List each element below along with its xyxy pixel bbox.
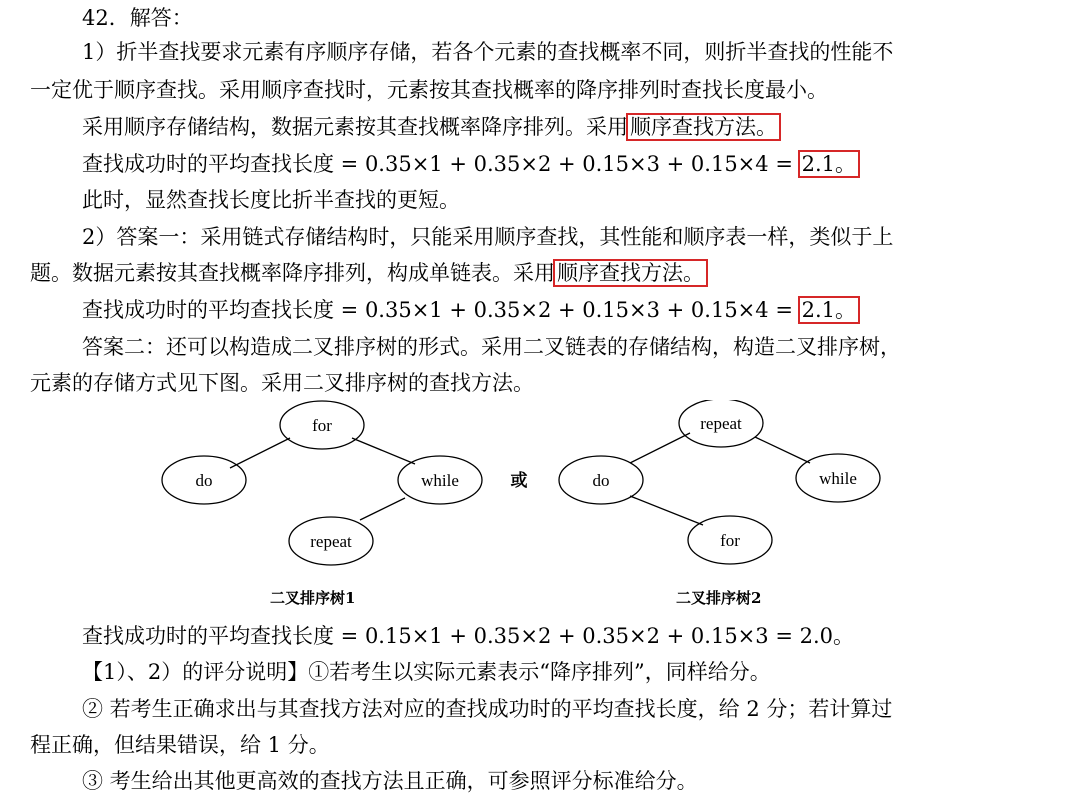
highlight-box: 顺序查找方法。 bbox=[626, 113, 781, 141]
scoring-note-2-line2: 程正确，但结果错误，给 1 分。 bbox=[30, 733, 330, 757]
node-label: for bbox=[720, 531, 740, 550]
part1-line3 bbox=[82, 113, 781, 141]
node-label: do bbox=[592, 471, 610, 490]
scoring-note-2-line1: ② 若考生正确求出与其查找方法对应的查找成功时的平均查找长度，给 2 分；若计算过 bbox=[82, 697, 893, 721]
node-label: while bbox=[421, 471, 459, 490]
part1-line5: 此时，显然查找长度比折半查找的更短。 bbox=[82, 188, 460, 212]
part2-line4: 答案二：还可以构造成二叉排序树的形式。采用二叉链表的存储结构，构造二叉排序树， bbox=[82, 335, 901, 359]
part2-line5: 元素的存储方式见下图。采用二叉排序树的查找方法。 bbox=[30, 371, 534, 395]
answer-heading: 42．解答： bbox=[82, 6, 193, 30]
part1-line2: 一定优于顺序查找。采用顺序查找时，元素按其查找概率的降序排列时查找长度最小。 bbox=[30, 78, 828, 102]
part1-line1: 1）折半查找要求元素有序顺序存储，若各个元素的查找概率不同，则折半查找的性能不 bbox=[82, 40, 894, 64]
part3-asl-line: 查找成功时的平均查找长度 = 0.15×1 + 0.35×2 + 0.35×2 + 0.15×3 = 2.0。 bbox=[82, 624, 854, 648]
part2-line1: 2）答案一：采用链式存储结构时，只能采用顺序查找，其性能和顺序表一样，类似于上 bbox=[82, 225, 894, 249]
part2-line2-text: 题。数据元素按其查找概率降序排列，构成单链表。采用 bbox=[30, 261, 555, 285]
highlight-box: 顺序查找方法。 bbox=[553, 259, 708, 287]
bst-diagrams bbox=[0, 400, 1081, 570]
asl-formula: 查找成功时的平均查找长度 = 0.35×1 + 0.35×2 + 0.15×3 + 0.15×4 = bbox=[82, 298, 800, 322]
node-label: repeat bbox=[310, 532, 352, 551]
part2-line2 bbox=[30, 259, 708, 287]
scoring-note-3: ③ 考生给出其他更高效的查找方法且正确，可参照评分标准给分。 bbox=[82, 769, 698, 793]
part1-line4 bbox=[82, 150, 860, 178]
scoring-note-1: 【1）、2）的评分说明】①若考生以实际元素表示“降序排列”，同样给分。 bbox=[82, 660, 771, 684]
node-label: repeat bbox=[700, 414, 742, 433]
or-label: 或 bbox=[510, 471, 528, 490]
part2-line3 bbox=[82, 296, 860, 324]
node-label: while bbox=[819, 469, 857, 488]
tree2-caption: 二叉排序树2 bbox=[676, 589, 762, 607]
highlight-box: 2.1。 bbox=[798, 150, 860, 178]
tree1-caption: 二叉排序树1 bbox=[270, 589, 356, 607]
highlight-box: 2.1。 bbox=[798, 296, 860, 324]
asl-formula: 查找成功时的平均查找长度 = 0.35×1 + 0.35×2 + 0.15×3 + 0.15×4 = bbox=[82, 152, 800, 176]
node-label: for bbox=[312, 416, 332, 435]
node-label: do bbox=[195, 471, 213, 490]
part1-line3-text: 采用顺序存储结构，数据元素按其查找概率降序排列。采用 bbox=[82, 115, 628, 139]
